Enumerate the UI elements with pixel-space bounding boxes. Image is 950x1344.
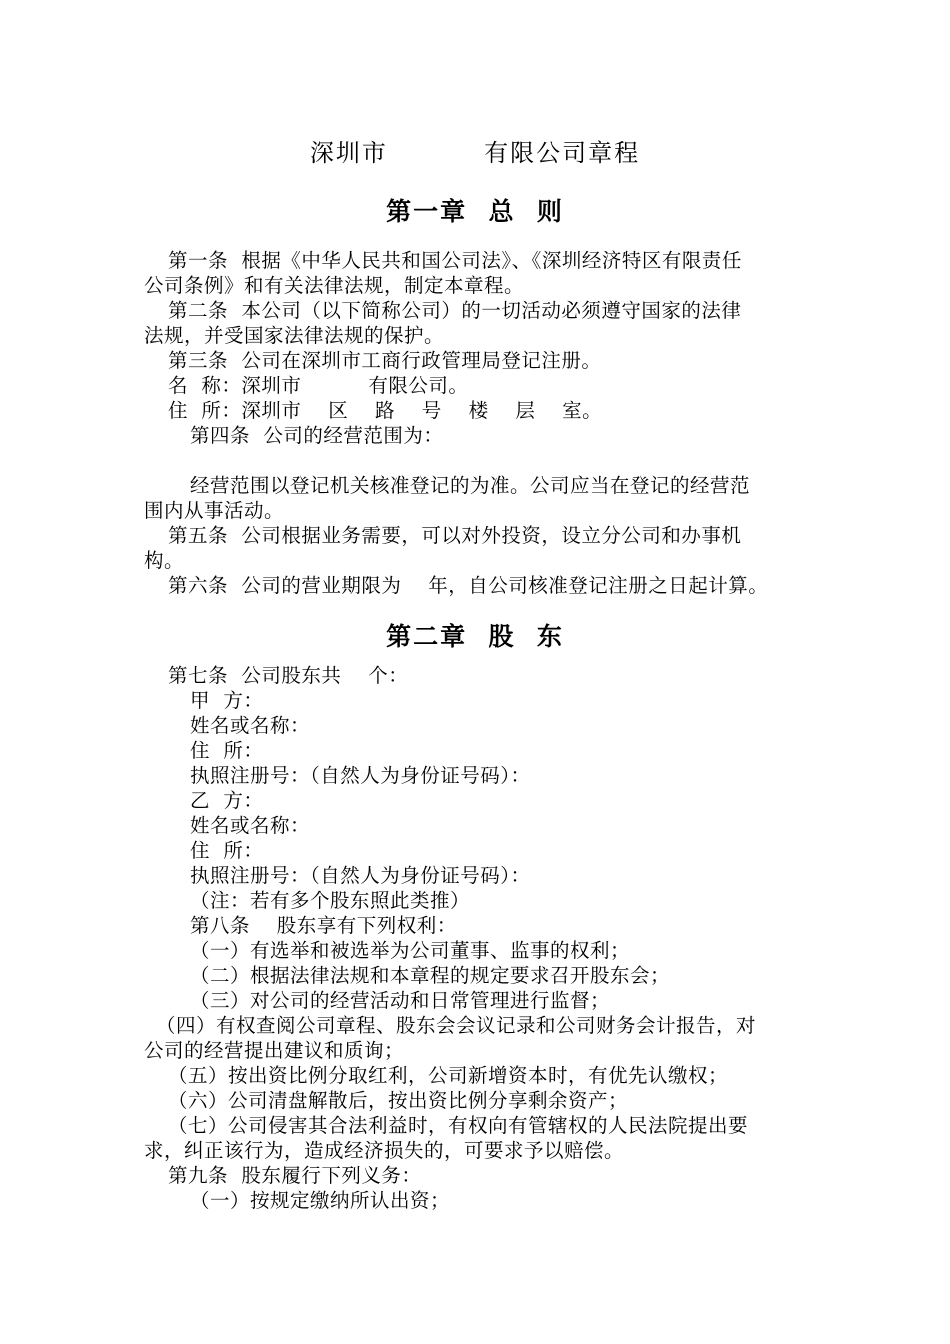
right-item-2: （二）根据法律法规和本章程的规定要求召开股东会； xyxy=(190,964,671,987)
duty-item-1: （一）按规定缴纳所认出资； xyxy=(190,1189,451,1212)
article-4: 第四条 公司的经营范围为： xyxy=(190,424,444,447)
party-a-license: 执照注册号：（自然人为身份证号码）： xyxy=(190,764,531,787)
article-7: 第七条 公司股东共 个： xyxy=(168,664,409,687)
company-name-line: 名 称：深圳市 有限公司。 xyxy=(168,374,469,397)
chapter-heading-2: 第二章 股 东 xyxy=(386,622,564,651)
shareholder-note: （注：若有多个股东照此类推） xyxy=(190,889,471,912)
article-5-line-1: 第五条 公司根据业务需要，可以对外投资，设立分公司和办事机 xyxy=(168,524,742,547)
article-1-line-1: 第一条 根据《中华人民共和国公司法》、《深圳经济特区有限责任 xyxy=(168,249,742,272)
party-a-label: 甲 方： xyxy=(190,689,264,712)
right-item-5: （五）按出资比例分取红利，公司新增资本时，有优先认缴权； xyxy=(168,1064,729,1087)
party-b-address: 住 所： xyxy=(190,839,264,862)
right-item-1: （一）有选举和被选举为公司董事、监事的权利； xyxy=(190,939,631,962)
party-b-label: 乙 方： xyxy=(190,789,264,812)
company-address-line: 住 所：深圳市 区 路 号 楼 层 室。 xyxy=(168,399,603,422)
article-2-line-1: 第二条 本公司（以下简称公司）的一切活动必须遵守国家的法律 xyxy=(168,299,742,322)
party-b-license: 执照注册号：（自然人为身份证号码）： xyxy=(190,864,531,887)
right-item-6: （六）公司清盘解散后，按出资比例分享剩余资产； xyxy=(168,1089,629,1112)
article-9: 第九条 股东履行下列义务： xyxy=(168,1164,422,1187)
party-b-name: 姓名或名称： xyxy=(190,814,311,837)
chapter-heading-1: 第一章 总 则 xyxy=(386,197,564,226)
document-title: 深圳市 有限公司章程 xyxy=(309,139,641,167)
business-scope-line-1: 经营范围以登记机关核准登记的为准。公司应当在登记的经营范 xyxy=(190,474,751,497)
right-item-4-line-2: 公司的经营提出建议和质询； xyxy=(144,1039,405,1062)
article-8: 第八条 股东享有下列权利： xyxy=(190,914,457,937)
right-item-4-line-1: （四）有权查阅公司章程、股东会会议记录和公司财务会计报告，对 xyxy=(156,1014,757,1037)
right-item-7-line-1: （七）公司侵害其合法利益时，有权向有管辖权的人民法院提出要 xyxy=(168,1114,749,1137)
article-2-line-2: 法规，并受国家法律法规的保护。 xyxy=(144,324,445,347)
article-3: 第三条 公司在深圳市工商行政管理局登记注册。 xyxy=(168,349,602,372)
article-6: 第六条 公司的营业期限为 年，自公司核准登记注册之日起计算。 xyxy=(168,574,769,597)
party-a-address: 住 所： xyxy=(190,739,264,762)
article-1-line-2: 公司条例》和有关法律法规，制定本章程。 xyxy=(144,274,525,297)
article-5-line-2: 构。 xyxy=(144,549,185,572)
business-scope-line-2: 围内从事活动。 xyxy=(144,499,285,522)
right-item-7-line-2: 求，纠正该行为，造成经济损失的，可要求予以赔偿。 xyxy=(144,1139,625,1162)
party-a-name: 姓名或名称： xyxy=(190,714,311,737)
right-item-3: （三）对公司的经营活动和日常管理进行监督； xyxy=(190,989,611,1012)
